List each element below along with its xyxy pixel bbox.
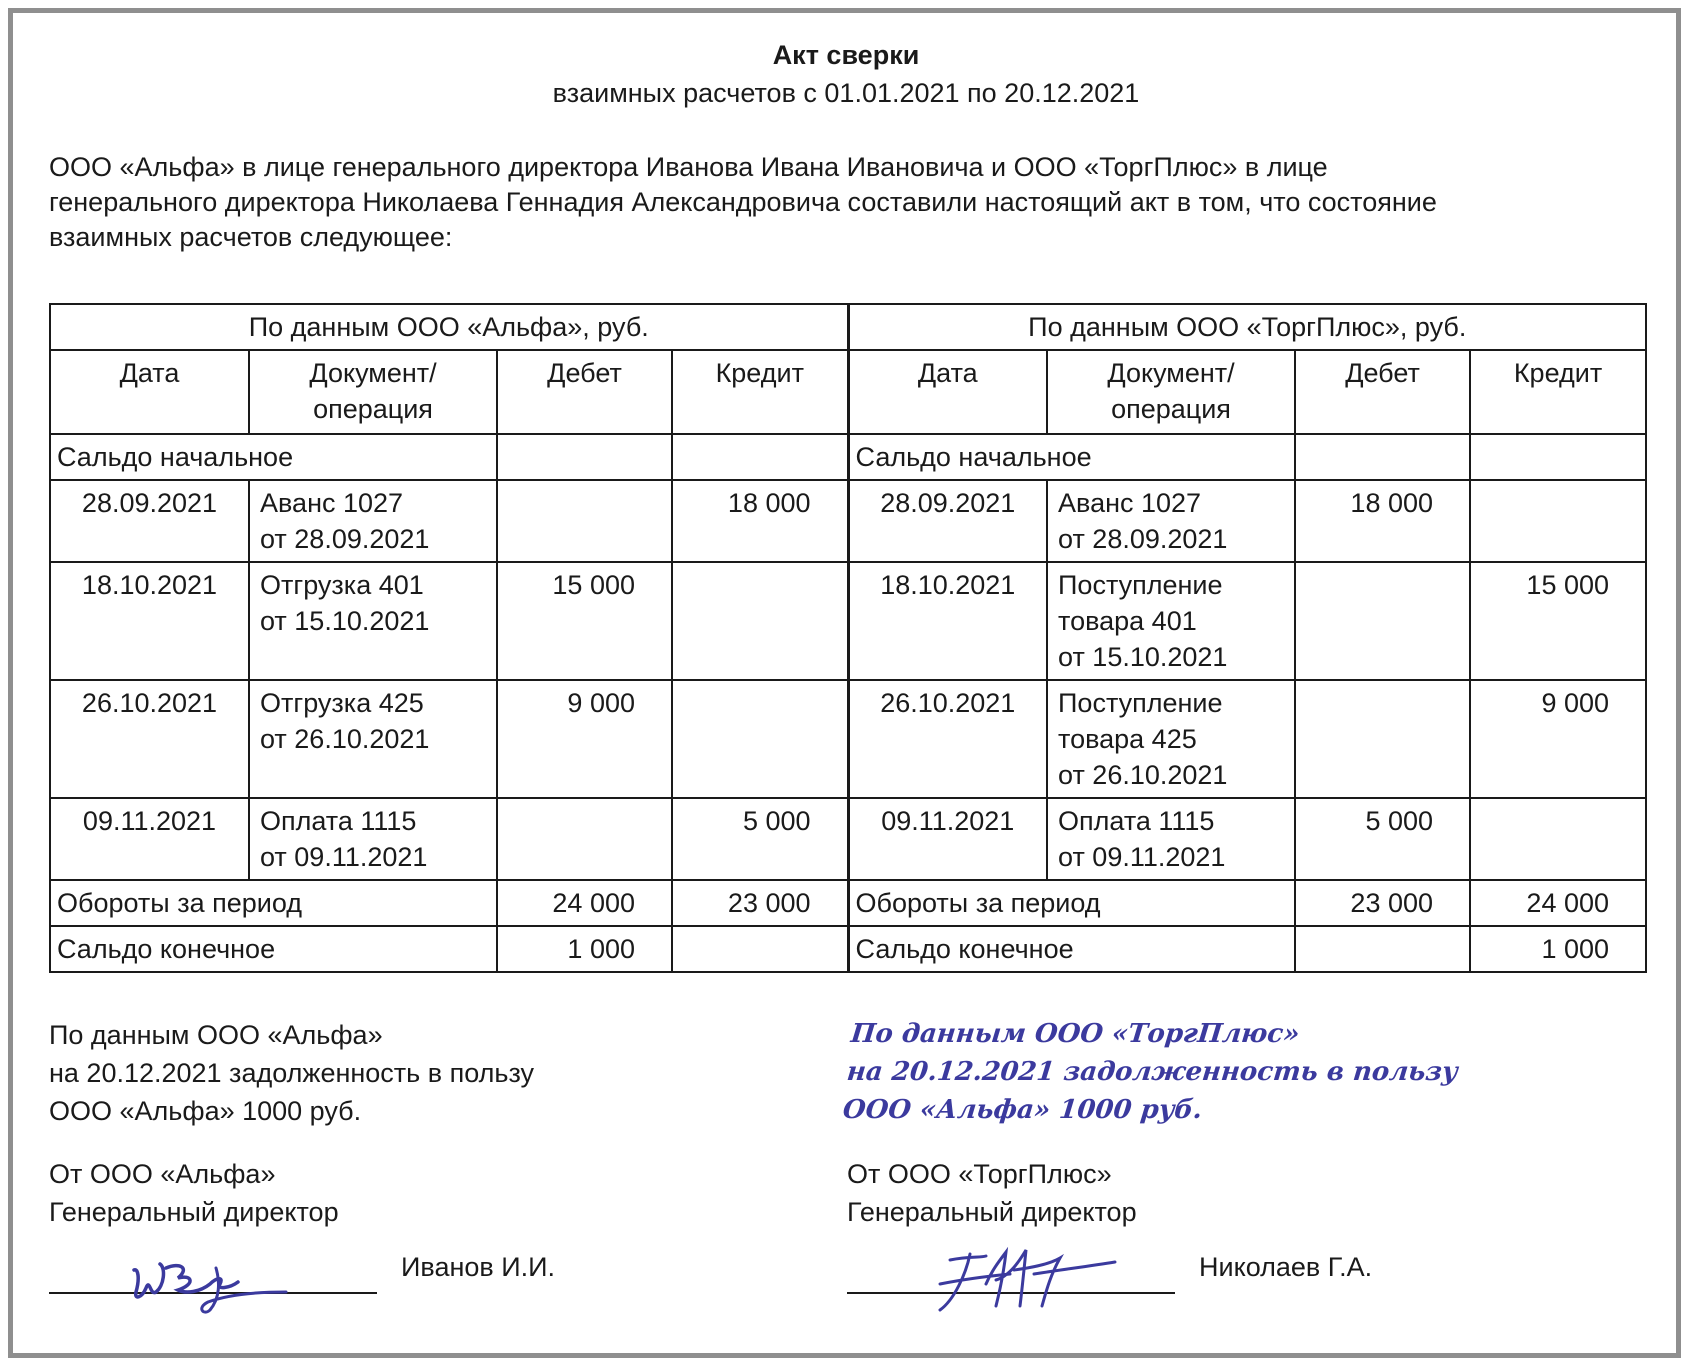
cell-document: Отгрузка 401 от 15.10.2021 xyxy=(249,562,497,680)
turnover-row xyxy=(50,880,1646,926)
signatory-company: От ООО «ТоргПлюс» xyxy=(847,1159,1112,1189)
cell-date: 26.10.2021 xyxy=(50,680,249,798)
right-group-header: По данным ООО «ТоргПлюс», руб. xyxy=(848,304,1646,350)
cell-credit: 15 000 xyxy=(1470,562,1646,680)
handwritten-line: на 20.12.2021 задолженность в пользу xyxy=(845,1057,1460,1087)
col-header-debit: Дебет xyxy=(497,350,672,434)
handwritten-line: По данным ООО «ТоргПлюс» xyxy=(849,1019,1302,1049)
cell-credit xyxy=(1470,434,1646,480)
signatory-position: Генеральный директор xyxy=(847,1197,1137,1227)
table-row xyxy=(50,562,1646,680)
left-conclusion xyxy=(49,1016,534,1130)
cell-document: Аванс 1027 от 28.09.2021 xyxy=(249,480,497,562)
cell-debit: 15 000 xyxy=(497,562,672,680)
right-signature-image xyxy=(930,1240,1120,1320)
left-group-header: По данным ООО «Альфа», руб. xyxy=(50,304,848,350)
opening-balance-label: Сальдо начальное xyxy=(50,434,497,480)
cell-credit: 5 000 xyxy=(672,798,848,880)
closing-balance-row xyxy=(50,926,1646,972)
cell-credit: 1 000 xyxy=(1470,926,1646,972)
col-header-credit: Кредит xyxy=(1470,350,1646,434)
signatory-position: Генеральный директор xyxy=(49,1197,339,1227)
conclusion-line: на 20.12.2021 задолженность в пользу xyxy=(49,1058,535,1088)
turnover-label: Обороты за период xyxy=(848,880,1295,926)
left-signer-name: Иванов И.И. xyxy=(401,1252,556,1282)
cell-debit: 23 000 xyxy=(1295,880,1470,926)
cell-date: 09.11.2021 xyxy=(50,798,249,880)
cell-date: 18.10.2021 xyxy=(50,562,249,680)
signatory-company: От ООО «Альфа» xyxy=(49,1159,276,1189)
closing-balance-label: Сальдо конечное xyxy=(50,926,497,972)
cell-credit xyxy=(1470,480,1646,562)
cell-debit xyxy=(1295,926,1470,972)
opening-balance-row xyxy=(50,434,1646,480)
cell-credit xyxy=(672,562,848,680)
cell-document: Оплата 1115 от 09.11.2021 xyxy=(249,798,497,880)
col-header-date: Дата xyxy=(50,350,249,434)
conclusion-line: По данным ООО «Альфа» xyxy=(49,1020,383,1050)
intro-paragraph: ООО «Альфа» в лице генерального директора Иванова Ивана Ивановича и ООО «ТоргПлюс» в лице генерального директора Николаева Геннадия Александровича составили настоящий акт в том, что состояние взаимных расчетов следующее: xyxy=(49,152,1437,252)
col-header-document: Документ/ операция xyxy=(249,350,497,434)
cell-credit: 24 000 xyxy=(1470,880,1646,926)
cell-credit: 18 000 xyxy=(672,480,848,562)
table-row xyxy=(50,480,1646,562)
cell-debit: 5 000 xyxy=(1295,798,1470,880)
left-signatory xyxy=(49,1155,339,1231)
turnover-label: Обороты за период xyxy=(50,880,497,926)
cell-credit: 9 000 xyxy=(1470,680,1646,798)
cell-date: 09.11.2021 xyxy=(848,798,1047,880)
conclusion-line: ООО «Альфа» 1000 руб. xyxy=(49,1096,362,1126)
cell-document: Аванс 1027 от 28.09.2021 xyxy=(1047,480,1295,562)
document-subtitle: взаимных расчетов с 01.01.2021 по 20.12.2021 xyxy=(552,78,1140,108)
cell-debit: 1 000 xyxy=(497,926,672,972)
cell-document: Отгрузка 425 от 26.10.2021 xyxy=(249,680,497,798)
cell-debit xyxy=(1295,562,1470,680)
cell-debit xyxy=(497,480,672,562)
table-row xyxy=(50,680,1646,798)
cell-debit xyxy=(497,798,672,880)
cell-date: 18.10.2021 xyxy=(848,562,1047,680)
col-header-credit: Кредит xyxy=(672,350,848,434)
cell-credit xyxy=(672,926,848,972)
closing-balance-label: Сальдо конечное xyxy=(848,926,1295,972)
cell-document: Поступление товара 401 от 15.10.2021 xyxy=(1047,562,1295,680)
cell-credit xyxy=(672,434,848,480)
handwritten-line: ООО «Альфа» 1000 руб. xyxy=(841,1095,1204,1125)
opening-balance-label: Сальдо начальное xyxy=(848,434,1295,480)
cell-debit xyxy=(497,434,672,480)
cell-credit: 23 000 xyxy=(672,880,848,926)
reconciliation-table xyxy=(49,303,1647,973)
left-signature-image xyxy=(120,1248,290,1318)
cell-credit xyxy=(1470,798,1646,880)
cell-debit xyxy=(1295,680,1470,798)
right-signer-name: Николаев Г.А. xyxy=(1199,1252,1373,1282)
table-row xyxy=(50,798,1646,880)
cell-date: 26.10.2021 xyxy=(848,680,1047,798)
right-signatory xyxy=(847,1155,1137,1231)
col-header-debit: Дебет xyxy=(1295,350,1470,434)
cell-document: Поступление товара 425 от 26.10.2021 xyxy=(1047,680,1295,798)
cell-credit xyxy=(672,680,848,798)
col-header-date: Дата xyxy=(848,350,1047,434)
document-title: Акт сверки xyxy=(772,40,920,70)
cell-document: Оплата 1115 от 09.11.2021 xyxy=(1047,798,1295,880)
cell-debit: 9 000 xyxy=(497,680,672,798)
right-conclusion-handwritten xyxy=(841,1015,1464,1129)
cell-date: 28.09.2021 xyxy=(50,480,249,562)
col-header-document: Документ/ операция xyxy=(1047,350,1295,434)
cell-debit: 24 000 xyxy=(497,880,672,926)
cell-debit: 18 000 xyxy=(1295,480,1470,562)
cell-debit xyxy=(1295,434,1470,480)
cell-date: 28.09.2021 xyxy=(848,480,1047,562)
